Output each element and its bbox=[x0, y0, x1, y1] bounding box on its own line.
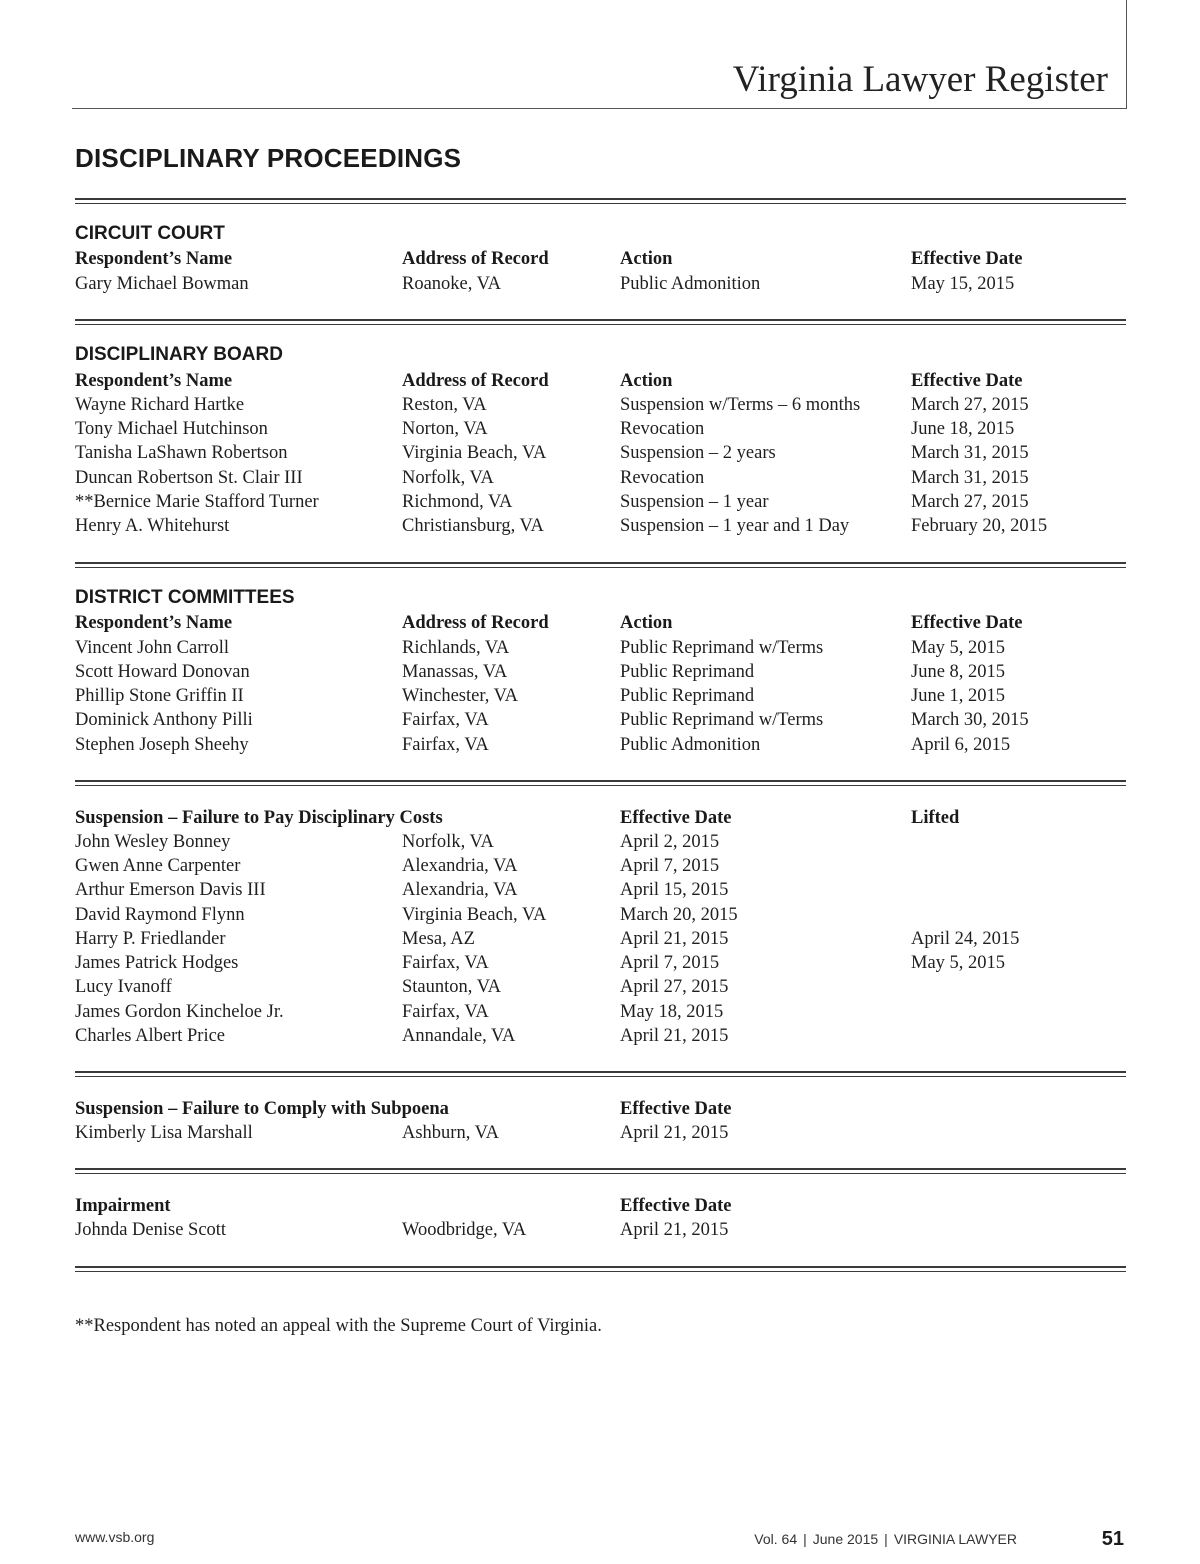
respondent-name: Harry P. Friedlander bbox=[75, 929, 226, 949]
address-of-record: Manassas, VA bbox=[402, 662, 508, 682]
address-of-record: Woodbridge, VA bbox=[402, 1220, 527, 1240]
table-row bbox=[0, 927, 1200, 951]
table-row bbox=[0, 636, 1200, 660]
effective-date: April 21, 2015 bbox=[620, 929, 729, 949]
effective-date: February 20, 2015 bbox=[911, 516, 1048, 536]
address-of-record: Christiansburg, VA bbox=[402, 516, 544, 536]
action: Public Reprimand w/Terms bbox=[620, 710, 824, 730]
effective-date: March 31, 2015 bbox=[911, 468, 1029, 488]
action: Public Reprimand bbox=[620, 662, 755, 682]
address-of-record: Alexandria, VA bbox=[402, 856, 518, 876]
column-header-address: Address of Record bbox=[402, 249, 549, 269]
effective-date: May 15, 2015 bbox=[911, 274, 1015, 294]
respondent-name: Henry A. Whitehurst bbox=[75, 516, 230, 536]
effective-date: April 7, 2015 bbox=[620, 953, 720, 973]
address-of-record: Fairfax, VA bbox=[402, 710, 489, 730]
table-header-row bbox=[0, 369, 1200, 393]
respondent-name: Tony Michael Hutchinson bbox=[75, 419, 268, 439]
section-heading: Suspension – Failure to Comply with Subpoena bbox=[75, 1099, 449, 1119]
effective-date: April 2, 2015 bbox=[620, 832, 720, 852]
address-of-record: Norfolk, VA bbox=[402, 468, 494, 488]
address-of-record: Virginia Beach, VA bbox=[402, 443, 547, 463]
address-of-record: Fairfax, VA bbox=[402, 953, 489, 973]
respondent-name: Stephen Joseph Sheehy bbox=[75, 735, 249, 755]
page-title: DISCIPLINARY PROCEEDINGS bbox=[75, 143, 462, 173]
respondent-name: David Raymond Flynn bbox=[75, 905, 245, 925]
column-header-effective-date: Effective Date bbox=[911, 371, 1023, 391]
column-header-effective-date: Effective Date bbox=[911, 613, 1023, 633]
header-horizontal-rule bbox=[72, 108, 1127, 109]
column-header-effective-date: Effective Date bbox=[911, 249, 1023, 269]
table-row bbox=[0, 854, 1200, 878]
table-row bbox=[0, 417, 1200, 441]
effective-date: April 21, 2015 bbox=[620, 1123, 729, 1143]
effective-date: June 18, 2015 bbox=[911, 419, 1015, 439]
column-header-action: Action bbox=[620, 249, 673, 269]
table-header-row bbox=[0, 247, 1200, 271]
action: Public Reprimand w/Terms bbox=[620, 638, 824, 658]
column-header-respondent: Respondent’s Name bbox=[75, 613, 233, 633]
table-header-row bbox=[0, 1097, 1200, 1121]
address-of-record: Alexandria, VA bbox=[402, 880, 518, 900]
column-header-respondent: Respondent’s Name bbox=[75, 371, 233, 391]
column-header-effective-date: Effective Date bbox=[620, 808, 732, 828]
effective-date: April 7, 2015 bbox=[620, 856, 720, 876]
address-of-record: Fairfax, VA bbox=[402, 735, 489, 755]
address-of-record: Fairfax, VA bbox=[402, 1002, 489, 1022]
action: Revocation bbox=[620, 419, 705, 439]
table-row bbox=[0, 878, 1200, 902]
effective-date: March 27, 2015 bbox=[911, 492, 1029, 512]
effective-date: April 15, 2015 bbox=[620, 880, 729, 900]
respondent-name: John Wesley Bonney bbox=[75, 832, 231, 852]
column-header-lifted: Lifted bbox=[911, 808, 960, 828]
table-header-row bbox=[0, 611, 1200, 635]
respondent-name: **Bernice Marie Stafford Turner bbox=[75, 492, 319, 512]
running-head: Virginia Lawyer Register bbox=[732, 59, 1108, 100]
action: Suspension – 1 year and 1 Day bbox=[620, 516, 850, 536]
header-vertical-rule bbox=[1126, 0, 1127, 108]
section-heading: Suspension – Failure to Pay Disciplinary Costs bbox=[75, 808, 443, 828]
effective-date: June 1, 2015 bbox=[911, 686, 1006, 706]
column-header-respondent: Respondent’s Name bbox=[75, 249, 233, 269]
table-row bbox=[0, 684, 1200, 708]
address-of-record: Staunton, VA bbox=[402, 977, 502, 997]
table-row bbox=[0, 733, 1200, 757]
footer-publication: VIRGINIA LAWYER bbox=[893, 1531, 1017, 1547]
respondent-name: Gary Michael Bowman bbox=[75, 274, 249, 294]
respondent-name: James Patrick Hodges bbox=[75, 953, 239, 973]
effective-date: March 30, 2015 bbox=[911, 710, 1029, 730]
effective-date: March 31, 2015 bbox=[911, 443, 1029, 463]
respondent-name: Tanisha LaShawn Robertson bbox=[75, 443, 288, 463]
table-row bbox=[0, 975, 1200, 999]
column-header-action: Action bbox=[620, 371, 673, 391]
address-of-record: Norton, VA bbox=[402, 419, 488, 439]
respondent-name: Wayne Richard Hartke bbox=[75, 395, 245, 415]
respondent-name: Vincent John Carroll bbox=[75, 638, 230, 658]
page-number: 51 bbox=[1101, 1528, 1124, 1550]
section-rule bbox=[75, 780, 1126, 786]
table-row bbox=[0, 441, 1200, 465]
table-row bbox=[0, 951, 1200, 975]
address-of-record: Norfolk, VA bbox=[402, 832, 494, 852]
footer-website: www.vsb.org bbox=[75, 1529, 155, 1545]
footnote: **Respondent has noted an appeal with the Supreme Court of Virginia. bbox=[75, 1316, 602, 1336]
footer-date: June 2015 bbox=[812, 1531, 879, 1547]
action: Public Admonition bbox=[620, 735, 761, 755]
effective-date: April 21, 2015 bbox=[620, 1026, 729, 1046]
address-of-record: Reston, VA bbox=[402, 395, 487, 415]
column-header-address: Address of Record bbox=[402, 613, 549, 633]
table-row bbox=[0, 1000, 1200, 1024]
section-rule bbox=[75, 1266, 1126, 1272]
section-title: DISTRICT COMMITTEES bbox=[75, 587, 295, 608]
table-row bbox=[0, 272, 1200, 296]
column-header-address: Address of Record bbox=[402, 371, 549, 391]
address-of-record: Annandale, VA bbox=[402, 1026, 516, 1046]
section-rule bbox=[75, 319, 1126, 325]
address-of-record: Roanoke, VA bbox=[402, 274, 502, 294]
table-row bbox=[0, 830, 1200, 854]
table-row bbox=[0, 660, 1200, 684]
section-rule bbox=[75, 198, 1126, 204]
table-header-row bbox=[0, 806, 1200, 830]
respondent-name: Gwen Anne Carpenter bbox=[75, 856, 241, 876]
respondent-name: Arthur Emerson Davis III bbox=[75, 880, 266, 900]
table-row bbox=[0, 1218, 1200, 1242]
effective-date: March 27, 2015 bbox=[911, 395, 1029, 415]
respondent-name: Johnda Denise Scott bbox=[75, 1220, 227, 1240]
section-title: DISCIPLINARY BOARD bbox=[75, 344, 283, 365]
footer-volume: Vol. 64 bbox=[754, 1531, 798, 1547]
effective-date: April 21, 2015 bbox=[620, 1220, 729, 1240]
lifted-date: April 24, 2015 bbox=[911, 929, 1020, 949]
address-of-record: Richmond, VA bbox=[402, 492, 513, 512]
respondent-name: Dominick Anthony Pilli bbox=[75, 710, 253, 730]
table-row bbox=[0, 466, 1200, 490]
section-title: CIRCUIT COURT bbox=[75, 223, 225, 244]
table-row bbox=[0, 514, 1200, 538]
column-header-effective-date: Effective Date bbox=[620, 1196, 732, 1216]
table-row bbox=[0, 903, 1200, 927]
respondent-name: Kimberly Lisa Marshall bbox=[75, 1123, 253, 1143]
lifted-date: May 5, 2015 bbox=[911, 953, 1006, 973]
footer-publication-info: Vol. 64 | June 2015 | VIRGINIA LAWYER bbox=[754, 1531, 1017, 1547]
action: Suspension – 1 year bbox=[620, 492, 769, 512]
address-of-record: Mesa, AZ bbox=[402, 929, 475, 949]
respondent-name: Phillip Stone Griffin II bbox=[75, 686, 244, 706]
effective-date: May 18, 2015 bbox=[620, 1002, 724, 1022]
table-row bbox=[0, 708, 1200, 732]
effective-date: June 8, 2015 bbox=[911, 662, 1006, 682]
action: Suspension w/Terms – 6 months bbox=[620, 395, 861, 415]
effective-date: May 5, 2015 bbox=[911, 638, 1006, 658]
table-row bbox=[0, 490, 1200, 514]
section-rule bbox=[75, 562, 1126, 568]
column-header-effective-date: Effective Date bbox=[620, 1099, 732, 1119]
effective-date: April 27, 2015 bbox=[620, 977, 729, 997]
effective-date: April 6, 2015 bbox=[911, 735, 1011, 755]
respondent-name: Lucy Ivanoff bbox=[75, 977, 172, 997]
section-rule bbox=[75, 1071, 1126, 1077]
action: Suspension – 2 years bbox=[620, 443, 776, 463]
respondent-name: James Gordon Kincheloe Jr. bbox=[75, 1002, 284, 1022]
table-row bbox=[0, 1121, 1200, 1145]
respondent-name: Scott Howard Donovan bbox=[75, 662, 250, 682]
respondent-name: Duncan Robertson St. Clair III bbox=[75, 468, 303, 488]
action: Public Admonition bbox=[620, 274, 761, 294]
section-rule bbox=[75, 1168, 1126, 1174]
address-of-record: Winchester, VA bbox=[402, 686, 519, 706]
action: Public Reprimand bbox=[620, 686, 755, 706]
table-row bbox=[0, 1024, 1200, 1048]
address-of-record: Ashburn, VA bbox=[402, 1123, 499, 1143]
respondent-name: Charles Albert Price bbox=[75, 1026, 226, 1046]
table-header-row bbox=[0, 1194, 1200, 1218]
address-of-record: Richlands, VA bbox=[402, 638, 510, 658]
effective-date: March 20, 2015 bbox=[620, 905, 738, 925]
column-header-action: Action bbox=[620, 613, 673, 633]
table-row bbox=[0, 393, 1200, 417]
section-heading: Impairment bbox=[75, 1196, 171, 1216]
action: Revocation bbox=[620, 468, 705, 488]
address-of-record: Virginia Beach, VA bbox=[402, 905, 547, 925]
